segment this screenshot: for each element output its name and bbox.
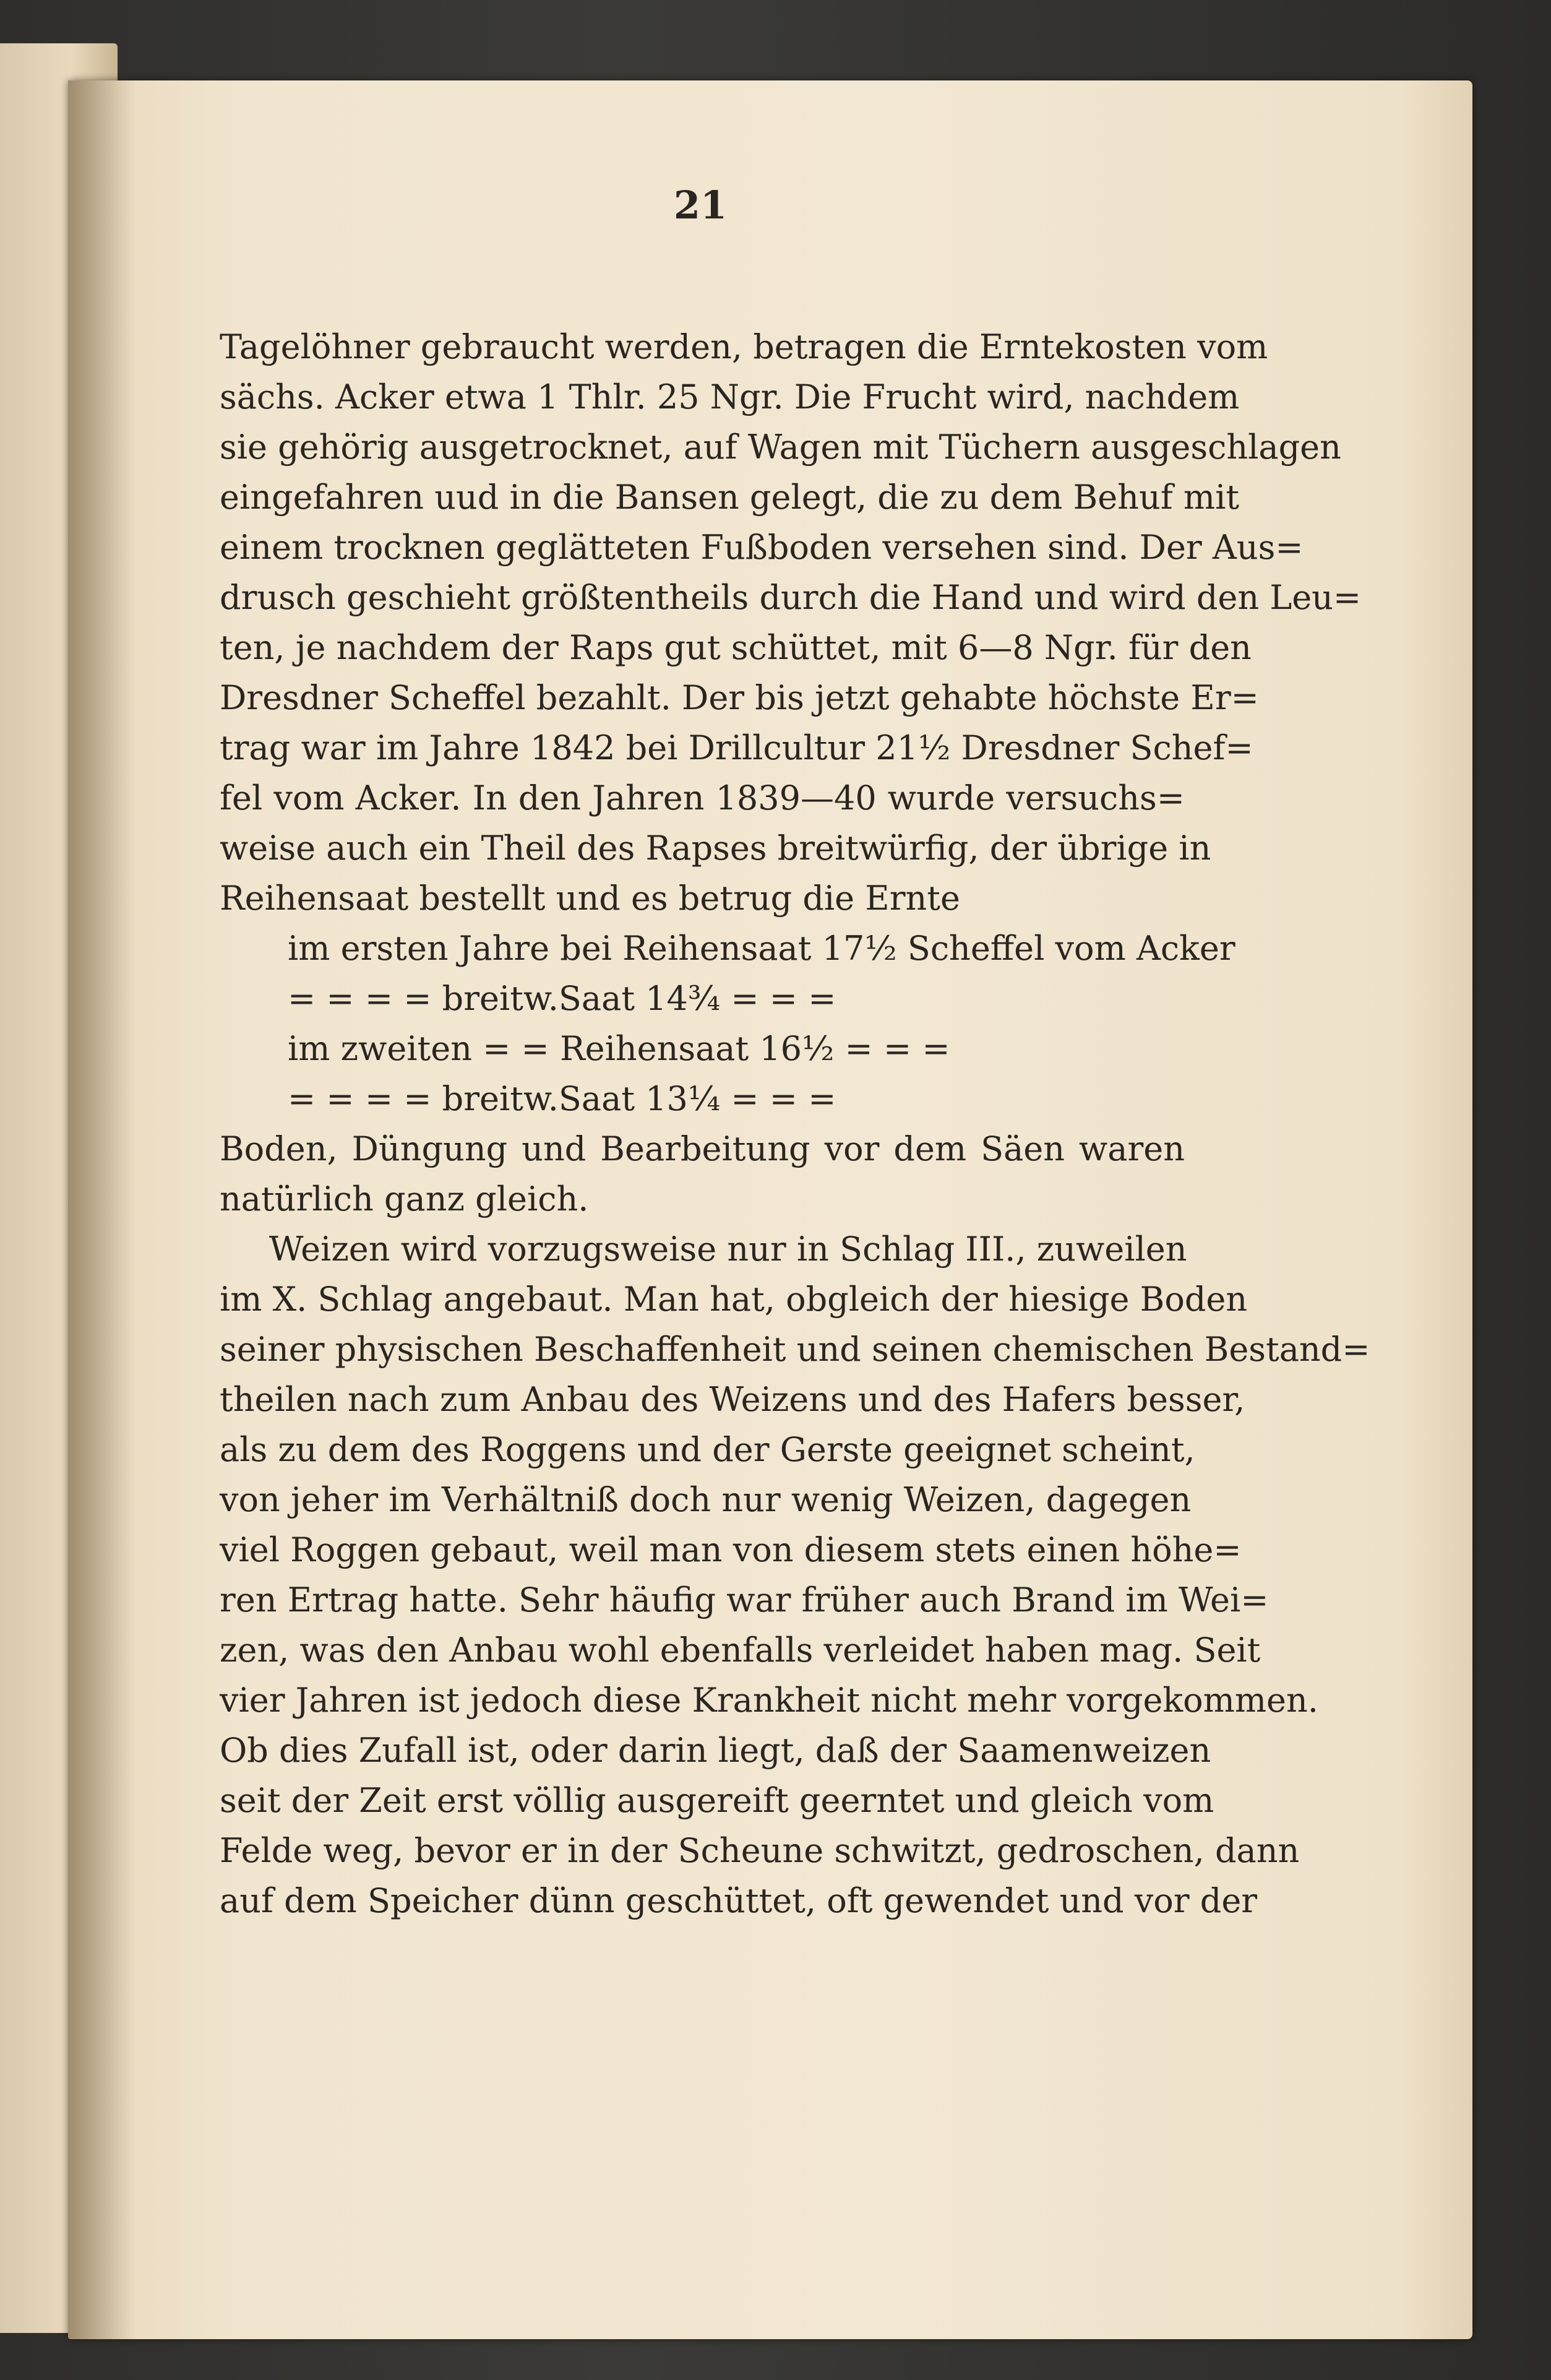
yield-table-row: im ersten Jahre bei Reihensaat 17½ Scheffel vom Acker	[288, 929, 1235, 968]
text-line: vier Jahren ist jedoch diese Krankheit nicht mehr vorgekommen.	[220, 1681, 1318, 1720]
text-line: Felde weg, bevor er in der Scheune schwitzt, gedroschen, dann	[220, 1831, 1300, 1870]
text-line: zen, was den Anbau wohl ebenfalls verleidet haben mag. Seit	[220, 1631, 1261, 1670]
text-line: viel Roggen gebaut, weil man von diesem stets einen höhe=	[220, 1530, 1242, 1569]
text-line: als zu dem des Roggens und der Gerste geeignet scheint,	[220, 1430, 1195, 1469]
text-line: weise auch ein Theil des Rapses breitwürfig, der übrige in	[220, 829, 1211, 868]
text-line: einem trocknen geglätteten Fußboden versehen sind. Der Aus=	[220, 528, 1304, 567]
text-line: im X. Schlag angebaut. Man hat, obgleich der hiesige Boden	[220, 1280, 1248, 1319]
yield-table-row: im zweiten = = Reihensaat 16½ = = =	[288, 1029, 950, 1068]
body-text	[220, 322, 1370, 1926]
text-line: seiner physischen Beschaffenheit und seinen chemischen Bestand=	[220, 1330, 1370, 1369]
text-line: Reihensaat bestellt und es betrug die Ernte	[220, 879, 960, 918]
text-line: ren Ertrag hatte. Sehr häufig war früher auch Brand im Wei=	[220, 1580, 1269, 1619]
text-line: drusch geschieht größtentheils durch die Hand und wird den Leu=	[220, 578, 1362, 617]
text-line: sächs. Acker etwa 1 Thlr. 25 Ngr. Die Frucht wird, nachdem	[220, 377, 1240, 416]
text-line: fel vom Acker. In den Jahren 1839—40 wurde versuchs=	[220, 778, 1185, 817]
text-line: trag war im Jahre 1842 bei Drillcultur 21½ Dresdner Schef=	[220, 728, 1253, 767]
page-number: 21	[673, 183, 728, 228]
text-line: seit der Zeit erst völlig ausgereift geerntet und gleich vom	[220, 1781, 1214, 1820]
text-line: von jeher im Verhältniß doch nur wenig Weizen, dagegen	[220, 1480, 1192, 1519]
text-line: Dresdner Scheffel bezahlt. Der bis jetzt gehabte höchste Er=	[220, 678, 1259, 717]
text-line: Boden, Düngung und Bearbeitung vor dem Säen waren	[220, 1129, 1185, 1168]
text-line: Ob dies Zufall ist, oder darin liegt, daß der Saamenweizen	[220, 1731, 1211, 1770]
paragraph-start-line: Weizen wird vorzugsweise nur in Schlag III., zuweilen	[269, 1230, 1187, 1269]
text-line: Tagelöhner gebraucht werden, betragen die Erntekosten vom	[220, 327, 1268, 366]
text-line: auf dem Speicher dünn geschüttet, oft gewendet und vor der	[220, 1881, 1258, 1920]
text-line: eingefahren uud in die Bansen gelegt, die zu dem Behuf mit	[220, 478, 1240, 517]
text-line: natürlich ganz gleich.	[220, 1179, 589, 1218]
text-line: theilen nach zum Anbau des Weizens und des Hafers besser,	[220, 1380, 1245, 1419]
spine-shadow	[68, 80, 136, 2339]
yield-table-row: = = = = breitw.Saat 14¾ = = =	[288, 979, 836, 1018]
text-line: sie gehörig ausgetrocknet, auf Wagen mit Tüchern ausgeschlagen	[220, 428, 1341, 467]
text-line: ten, je nachdem der Raps gut schüttet, mit 6—8 Ngr. für den	[220, 628, 1252, 667]
yield-table-row: = = = = breitw.Saat 13¼ = = =	[288, 1079, 836, 1118]
